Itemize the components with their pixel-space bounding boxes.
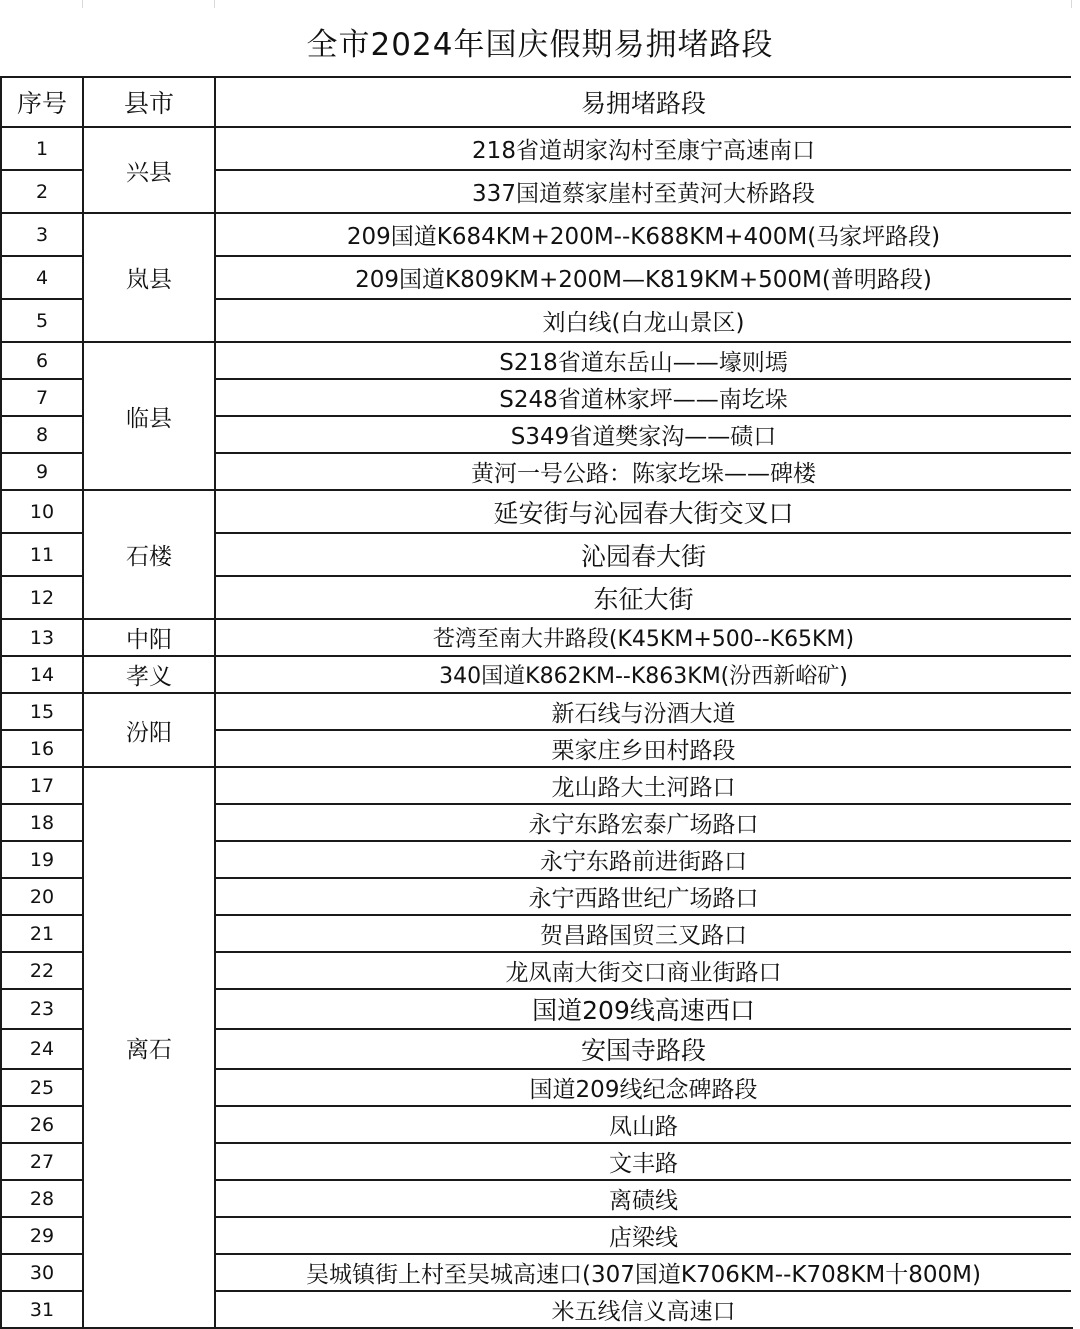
sheet-edge [1071,76,1080,1327]
row-number[interactable]: 28 [1,1180,83,1217]
table-row [1,490,1072,533]
row-number[interactable]: 17 [1,767,83,804]
row-number[interactable]: 6 [1,342,83,379]
congestion-table [0,76,1073,1329]
road-cell[interactable]: 沁园春大街 [215,533,1072,576]
row-number[interactable]: 12 [1,576,83,619]
row-number[interactable]: 11 [1,533,83,576]
road-cell[interactable]: 国道209线高速西口 [215,989,1072,1029]
header-no[interactable]: 序号 [1,77,83,127]
road-cell[interactable]: 永宁东路前进街路口 [215,841,1072,878]
county-cell-lan[interactable]: 岚县 [83,213,215,342]
road-cell[interactable]: 贺昌路国贸三叉路口 [215,915,1072,952]
county-cell-fenyang[interactable]: 汾阳 [83,693,215,767]
row-number[interactable]: 3 [1,213,83,256]
county-cell-lishi[interactable]: 离石 [83,767,215,1328]
row-number[interactable]: 24 [1,1029,83,1069]
row-number[interactable]: 8 [1,416,83,453]
county-cell-lin[interactable]: 临县 [83,342,215,490]
road-cell[interactable]: 340国道K862KM--K863KM(汾西新峪矿) [215,656,1072,693]
row-number[interactable]: 18 [1,804,83,841]
row-number[interactable]: 15 [1,693,83,730]
road-cell[interactable]: S349省道樊家沟——碛口 [215,416,1072,453]
row-number[interactable]: 5 [1,299,83,342]
row-number[interactable]: 14 [1,656,83,693]
road-cell[interactable]: 218省道胡家沟村至康宁高速南口 [215,127,1072,170]
row-number[interactable]: 7 [1,379,83,416]
road-cell[interactable]: 凤山路 [215,1106,1072,1143]
header-road[interactable]: 易拥堵路段 [215,77,1072,127]
road-cell[interactable]: 209国道K684KM+200M--K688KM+400M(马家坪路段) [215,213,1072,256]
row-number[interactable]: 29 [1,1217,83,1254]
row-number[interactable]: 1 [1,127,83,170]
road-cell[interactable]: 新石线与汾酒大道 [215,693,1072,730]
sheet-title: 全市2024年国庆假期易拥堵路段 [306,26,774,63]
row-number[interactable]: 9 [1,453,83,490]
road-cell[interactable]: 米五线信义高速口 [215,1291,1072,1328]
table-row [1,619,1072,656]
county-cell-xiaoyi[interactable]: 孝义 [83,656,215,693]
row-number[interactable]: 16 [1,730,83,767]
road-cell[interactable]: 安国寺路段 [215,1029,1072,1069]
road-cell[interactable]: 店梁线 [215,1217,1072,1254]
table-row [1,213,1072,256]
row-number[interactable]: 23 [1,989,83,1029]
road-cell[interactable]: 离碛线 [215,1180,1072,1217]
row-number[interactable]: 21 [1,915,83,952]
road-cell[interactable]: 延安街与沁园春大街交叉口 [215,490,1072,533]
road-cell[interactable]: 龙凤南大街交口商业街路口 [215,952,1072,989]
row-number[interactable]: 27 [1,1143,83,1180]
row-number[interactable]: 26 [1,1106,83,1143]
table-row [1,693,1072,730]
row-number[interactable]: 19 [1,841,83,878]
road-cell[interactable]: 吴城镇街上村至吴城高速口(307国道K706KM--K708KM十800M) [215,1254,1072,1291]
header-county[interactable]: 县市 [83,77,215,127]
table-row [1,127,1072,170]
county-cell-zhongyang[interactable]: 中阳 [83,619,215,656]
row-number[interactable]: 2 [1,170,83,213]
table-row [1,767,1072,804]
road-cell[interactable]: 永宁西路世纪广场路口 [215,878,1072,915]
row-number[interactable]: 31 [1,1291,83,1328]
county-cell-xing[interactable]: 兴县 [83,127,215,213]
road-cell[interactable]: 国道209线纪念碑路段 [215,1069,1072,1106]
row-number[interactable]: 20 [1,878,83,915]
road-cell[interactable]: 刘白线(白龙山景区) [215,299,1072,342]
table-row [1,656,1072,693]
road-cell[interactable]: 永宁东路宏泰广场路口 [215,804,1072,841]
row-number[interactable]: 13 [1,619,83,656]
road-cell[interactable]: 209国道K809KM+200M—K819KM+500M(普明路段) [215,256,1072,299]
row-number[interactable]: 4 [1,256,83,299]
row-number[interactable]: 25 [1,1069,83,1106]
row-number[interactable]: 10 [1,490,83,533]
road-cell[interactable]: 栗家庄乡田村路段 [215,730,1072,767]
road-cell[interactable]: 337国道蔡家崖村至黄河大桥路段 [215,170,1072,213]
row-number[interactable]: 30 [1,1254,83,1291]
road-cell[interactable]: 文丰路 [215,1143,1072,1180]
road-cell[interactable]: S248省道林家坪——南圪垛 [215,379,1072,416]
table-row [1,342,1072,379]
road-cell[interactable]: 黄河一号公路：陈家圪垛——碑楼 [215,453,1072,490]
county-cell-shilou[interactable]: 石楼 [83,490,215,619]
road-cell[interactable]: 东征大街 [215,576,1072,619]
road-cell[interactable]: S218省道东岳山——壕则墕 [215,342,1072,379]
header-row [1,77,1072,127]
row-number[interactable]: 22 [1,952,83,989]
road-cell[interactable]: 苍湾至南大井路段(K45KM+500--K65KM) [215,619,1072,656]
road-cell[interactable]: 龙山路大土河路口 [215,767,1072,804]
